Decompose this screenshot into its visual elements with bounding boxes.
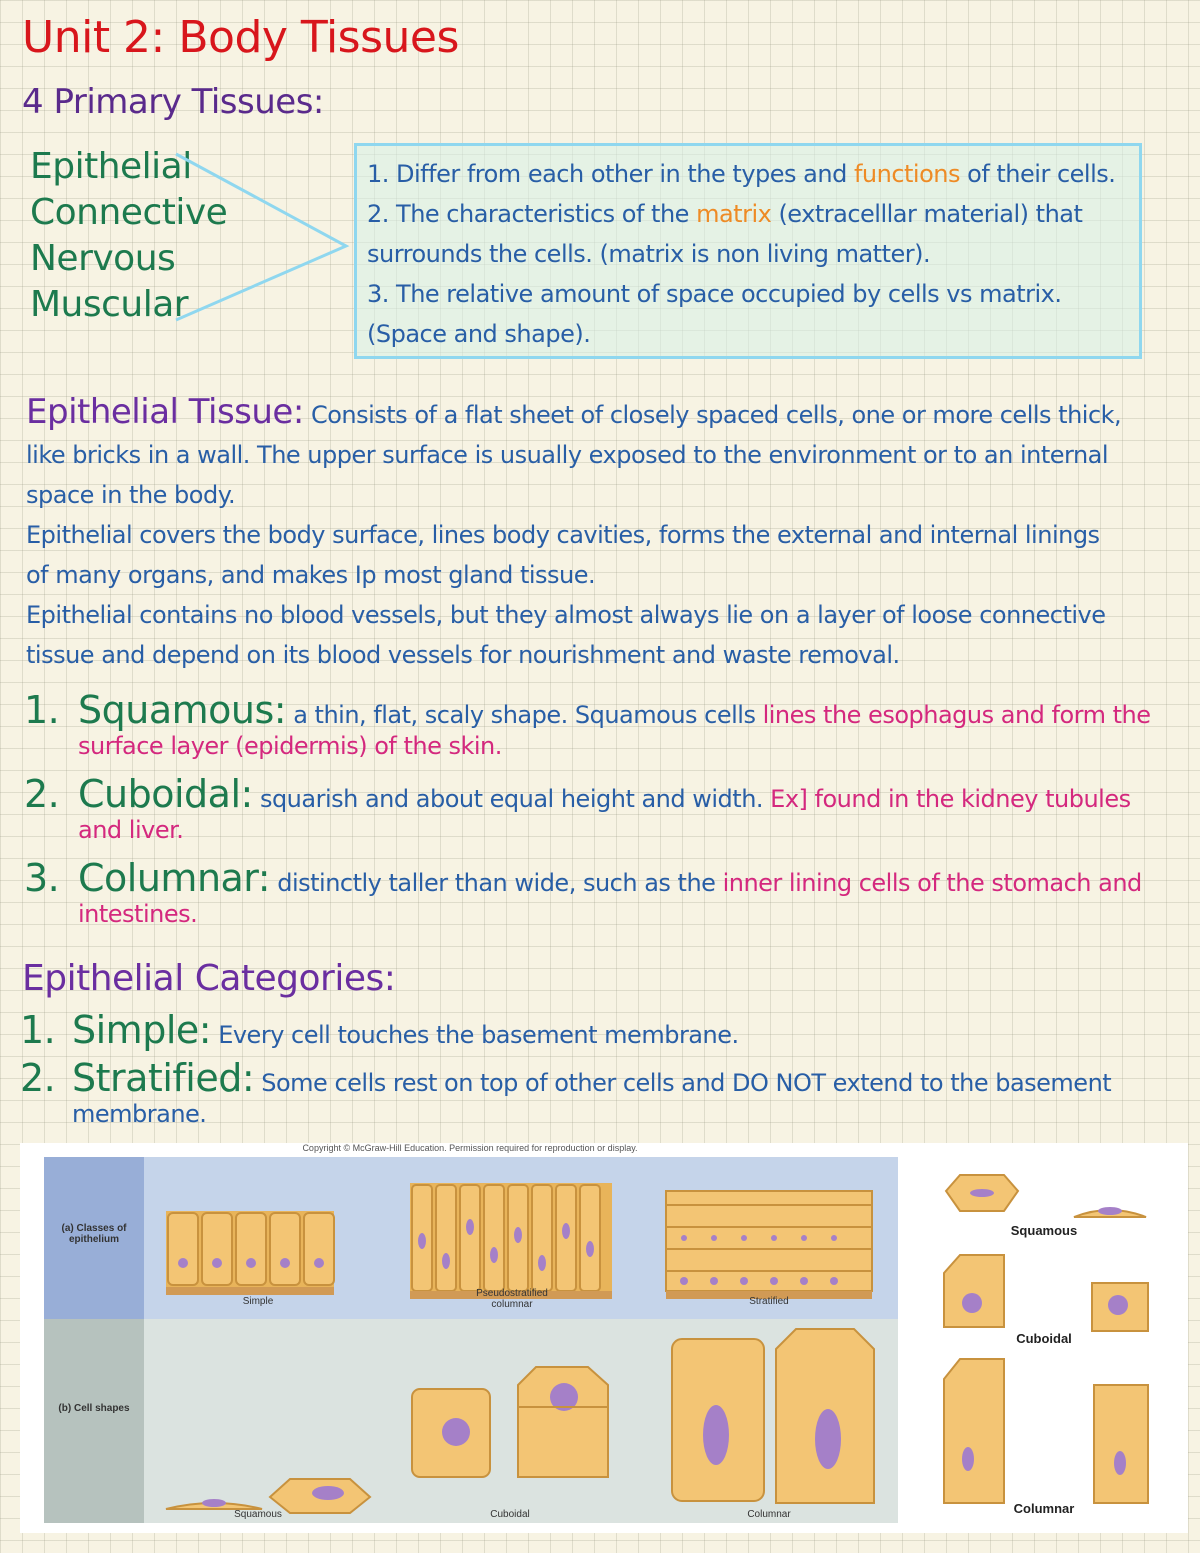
criteria-box [354,143,1142,359]
epithelium-figure [20,1143,1188,1533]
criterion-3: 3. The relative amount of space occupied by cells vs matrix. [367,280,1062,308]
tissue-nervous: Nervous [30,238,176,279]
cuboidal-cells-drawing [412,1367,608,1477]
categories-heading: Epithelial Categories: [22,958,396,999]
criterion-2: 2. The characteristics of the matrix (extracelllar material) that [367,200,1083,228]
side-label-cuboidal: Cuboidal [1016,1331,1072,1346]
epithelial-section [26,392,1176,675]
epithelial-heading: Epithelial Tissue: [26,392,304,432]
epithelial-p2: Epithelial covers the body surface, lines body cavities, forms the external and internal linings [26,521,1100,549]
primary-tissues-heading: 4 Primary Tissues: [22,82,324,122]
tissue-connective: Connective [30,192,228,233]
side-squamous-drawing [946,1175,1146,1217]
caption-pseudostratified: Pseudostratified columnar [476,1288,548,1310]
caption-columnar: Columnar [747,1509,791,1520]
page-title: Unit 2: Body Tissues [22,12,459,63]
epithelial-p1-line3: space in the body. [26,481,236,509]
side-shapes-illustration [920,1163,1188,1533]
caption-cuboidal: Cuboidal [490,1509,530,1520]
stratified-drawing [666,1191,872,1299]
type-cuboidal: 2. Cuboidal: squarish and about equal height and width. Ex] found in the kidney tubules and liver. [24,772,1131,844]
side-label-columnar: Columnar [1013,1501,1075,1516]
tissue-muscular: Muscular [30,284,189,325]
type-squamous: 1. Squamous: a thin, flat, scaly shape. Squamous cells lines the esophagus and form the surface layer (epidermis) of the skin. [24,688,1151,760]
criterion-1: 1. Differ from each other in the types and functions of their cells. [367,160,1116,188]
category-simple: 1. Simple: Every cell touches the basement membrane. [20,1008,739,1052]
criterion-3-line2: (Space and shape). [367,320,591,348]
simple-epithelium-drawing [166,1211,334,1295]
epithelial-p3: Epithelial contains no blood vessels, but they almost always lie on a layer of loose connective [26,601,1106,629]
pseudostratified-drawing [410,1183,612,1299]
figure-panel [44,1157,898,1523]
side-label-squamous: Squamous [1010,1223,1078,1238]
epithelial-p1-line2: like bricks in a wall. The upper surface is usually exposed to the environment or to an internal [26,441,1109,469]
columnar-cells-drawing [672,1329,874,1503]
side-cuboidal-drawing [944,1255,1148,1331]
caption-squamous: Squamous [234,1509,282,1520]
type-columnar: 3. Columnar: distinctly taller than wide, such as the inner lining cells of the stomach and intestines. [24,856,1142,928]
category-stratified: 2. Stratified: Some cells rest on top of other cells and DO NOT extend to the basement membrane. [20,1056,1112,1128]
panel-a [144,1157,898,1319]
epithelial-p1: Epithelial Tissue: Consists of a flat sheet of closely spaced cells, one or more cells thick, [26,392,1122,432]
side-columnar-drawing [944,1359,1148,1503]
epithelial-p3-line2: tissue and depend on its blood vessels for nourishment and waste removal. [26,641,900,669]
criterion-2-line2: surrounds the cells. (matrix is non living matter). [367,240,931,268]
panel-b [144,1319,898,1523]
figure-copyright: Copyright © McGraw-Hill Education. Permission required for reproduction or display. [302,1143,638,1153]
caption-stratified: Stratified [749,1296,789,1307]
panel-a-label: (a) Classes of epithelium [61,1223,127,1245]
squamous-cells-drawing [166,1479,370,1513]
shapes-illustration [144,1319,898,1523]
epithelial-p2-line2: of many organs, and makes Ip most gland tissue. [26,561,596,589]
bracket-arrow [170,150,360,330]
tissue-epithelial: Epithelial [30,146,192,187]
caption-simple: Simple [242,1296,274,1307]
panel-b-label: (b) Cell shapes [58,1403,130,1414]
